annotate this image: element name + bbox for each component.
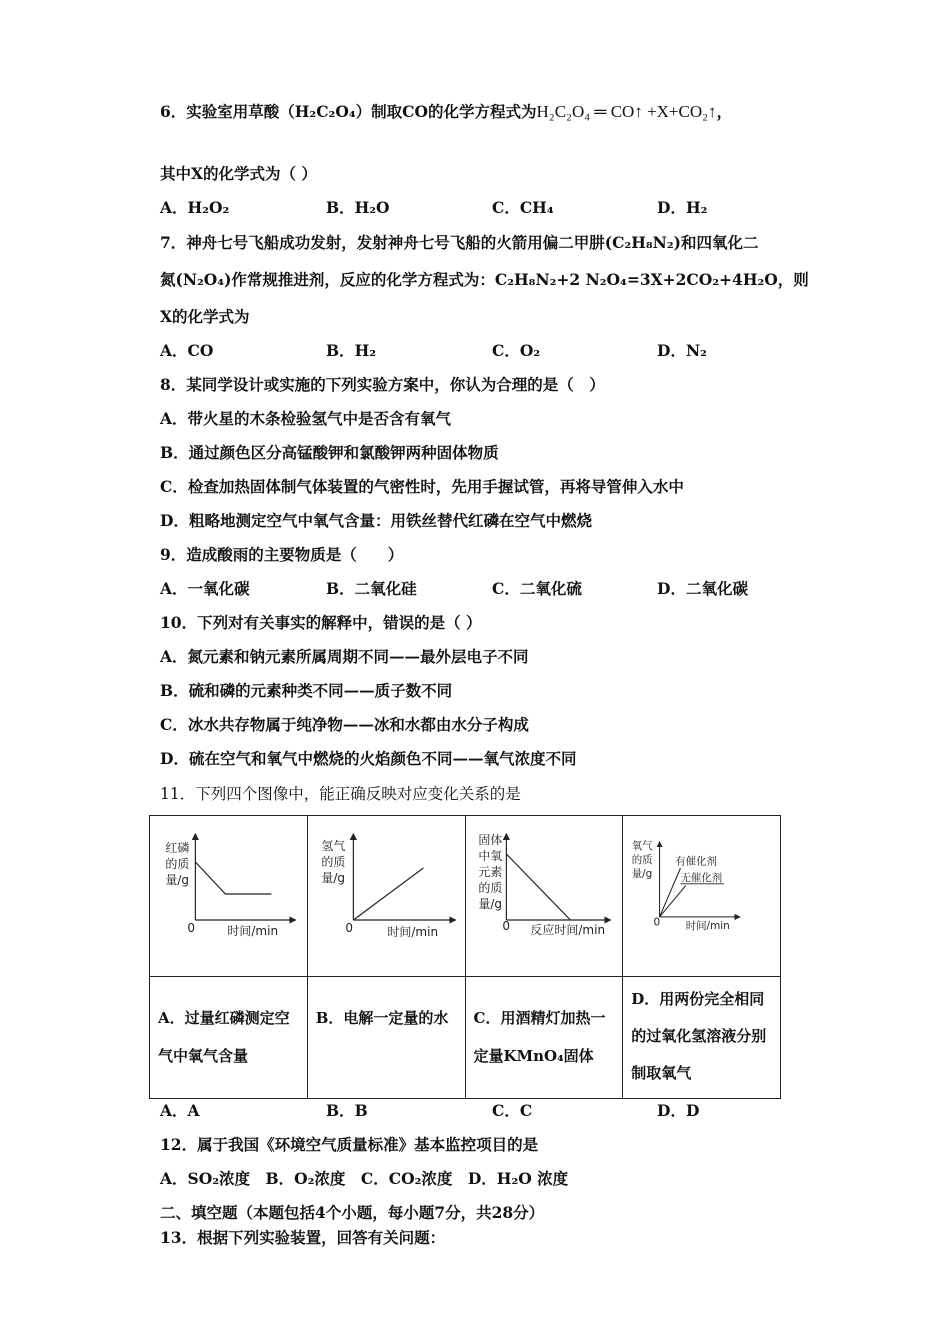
q11-option-d: D．D <box>657 1101 700 1120</box>
graph-d-ylabel-3: 量/g <box>631 867 653 880</box>
q6-stem <box>160 102 732 122</box>
q12-options: A．SO₂浓度 B．O₂浓度 C．CO₂浓度 D．H₂O 浓度 <box>160 1169 569 1188</box>
graph-c-ylabel-4: 的质 <box>477 881 502 895</box>
caption-a: A．过量红磷测定空气中氧气含量 <box>158 1009 290 1065</box>
q8-stem: 8．某同学设计或实施的下列实验方案中，你认为合理的是（ ） <box>160 375 605 394</box>
q10-option-c: C．冰水共存物属于纯净物——冰和水都由水分子构成 <box>160 715 529 734</box>
q11-option-c: C．C <box>492 1101 533 1120</box>
graph-c-ylabel-1: 固体 <box>477 833 502 847</box>
q6-option-a: A．H₂O₂ <box>160 198 230 217</box>
caption-d-cell <box>623 977 781 1099</box>
q6-text: 6．实验室用草酸（H₂C₂O₄）制取CO的化学方程式为 <box>160 102 537 121</box>
q8-option-b: B．通过颜色区分高锰酸钾和氯酸钾两种固体物质 <box>160 443 499 462</box>
graph-a-xlabel: 时间/min <box>227 924 279 938</box>
graph-a-ylabel-2: 的质 <box>165 857 190 871</box>
q7-option-b: B．H₂ <box>326 341 377 360</box>
graph-a <box>150 816 307 976</box>
graph-c-cell <box>465 816 623 977</box>
q6-comma: ， <box>716 102 733 121</box>
graph-c-origin: 0 <box>501 919 510 933</box>
graph-b-ylabel-3: 量/g <box>321 871 345 885</box>
q13-stem: 13．根据下列实验装置，回答有关问题： <box>160 1228 446 1247</box>
graph-c-line <box>506 854 570 920</box>
graph-d-ylabel-1: 氧气 <box>631 839 653 852</box>
q6-equation: H₂C₂O₄ ═ CO↑ +X+CO₂↑ <box>536 102 717 121</box>
caption-d: D．用两份完全相同的过氧化氢溶液分别制取氧气 <box>631 990 767 1082</box>
q10-option-d: D．硫在空气和氧气中燃烧的火焰颜色不同——氧气浓度不同 <box>160 749 577 768</box>
graph-d-ylabel-2: 的质 <box>631 853 653 866</box>
q9-option-d: D．二氧化碳 <box>657 579 748 598</box>
q11-option-b: B．B <box>326 1101 368 1120</box>
q6-stem-line2: 其中X的化学式为（ ） <box>160 164 317 183</box>
q7-stem-line2: 氮(N₂O₄)作常规推进剂，反应的化学方程式为：C₂H₈N₂+2 N₂O₄=3X+2CO₂+4H₂O，则 <box>160 270 809 289</box>
graph-d-line-no-catalyst <box>660 886 686 917</box>
q9-option-c: C．二氧化硫 <box>492 579 582 598</box>
q12-stem: 12．属于我国《环境空气质量标准》基本监控项目的是 <box>160 1135 539 1154</box>
q6-option-b: B．H₂O <box>326 198 390 217</box>
q8-option-d: D．粗略地测定空气中氧气含量：用铁丝替代红磷在空气中燃烧 <box>160 511 592 530</box>
graph-b <box>308 816 465 976</box>
q9-stem: 9．造成酸雨的主要物质是（ ） <box>160 545 404 564</box>
graph-a-cell <box>150 816 308 977</box>
graph-b-line <box>353 868 423 920</box>
graph-b-ylabel-2: 的质 <box>321 855 346 869</box>
graph-b-xlabel: 时间/min <box>387 925 438 939</box>
q10-stem: 10．下列对有关事实的解释中，错误的是（ ） <box>160 613 482 632</box>
q7-option-c: C．O₂ <box>492 341 541 360</box>
graph-b-origin: 0 <box>345 921 353 935</box>
graph-d-xlabel: 时间/min <box>685 920 731 933</box>
caption-b: B．电解一定量的水 <box>315 1009 449 1027</box>
graph-c-ylabel-5: 量/g <box>477 897 502 911</box>
graph-a-ylabel-1: 红磷 <box>165 841 190 855</box>
graph-c-ylabel-3: 元素 <box>477 865 502 879</box>
graph-a-ylabel-3: 量/g <box>165 873 190 887</box>
graph-d-line-catalyst <box>660 868 681 917</box>
graph-d-origin: 0 <box>653 916 661 929</box>
graph-d <box>623 816 780 976</box>
q7-stem-line3: X的化学式为 <box>160 307 250 326</box>
graph-a-origin: 0 <box>187 921 196 935</box>
q11-stem: 11．下列四个图像中，能正确反映对应变化关系的是 <box>160 785 521 803</box>
graph-c <box>466 816 623 976</box>
graph-c-xlabel: 反应时间/min <box>529 923 605 937</box>
q8-option-c: C．检查加热固体制气体装置的气密性时，先用手握试管，再将导管伸入水中 <box>160 477 684 496</box>
graph-d-series-1-label: 有催化剂 <box>675 855 718 868</box>
graph-d-series-2-label: 无催化剂 <box>680 872 723 885</box>
graph-a-line <box>195 862 271 894</box>
q10-option-a: A．氮元素和钠元素所属周期不同——最外层电子不同 <box>160 647 529 666</box>
q7-stem-line1: 7．神舟七号飞船成功发射，发射神舟七号飞船的火箭用偏二甲肼(C₂H₈N₂)和四氧化二 <box>160 233 759 252</box>
q10-option-b: B．硫和磷的元素种类不同——质子数不同 <box>160 681 453 700</box>
q11-figure-table <box>149 815 781 1099</box>
q6-option-c: C．CH₄ <box>492 198 554 217</box>
caption-c: C．用酒精灯加热一定量KMnO₄固体 <box>473 1009 606 1065</box>
caption-a-cell <box>150 977 308 1099</box>
graph-b-ylabel-1: 氢气 <box>321 839 346 853</box>
graph-c-ylabel-2: 中氧 <box>477 849 502 863</box>
q7-option-d: D．N₂ <box>657 341 707 360</box>
section-2-heading: 二、填空题（本题包括4个小题，每小题7分，共28分） <box>160 1203 545 1222</box>
graph-d-cell <box>623 816 781 977</box>
q11-option-a: A．A <box>160 1101 200 1120</box>
caption-c-cell <box>465 977 623 1099</box>
q7-option-a: A．CO <box>160 341 214 360</box>
q8-option-a: A．带火星的木条检验氢气中是否含有氧气 <box>160 409 452 428</box>
q9-option-a: A．一氧化碳 <box>160 579 250 598</box>
q6-option-d: D．H₂ <box>657 198 708 217</box>
graph-b-cell <box>307 816 465 977</box>
q9-option-b: B．二氧化硅 <box>326 579 417 598</box>
caption-b-cell <box>307 977 465 1099</box>
